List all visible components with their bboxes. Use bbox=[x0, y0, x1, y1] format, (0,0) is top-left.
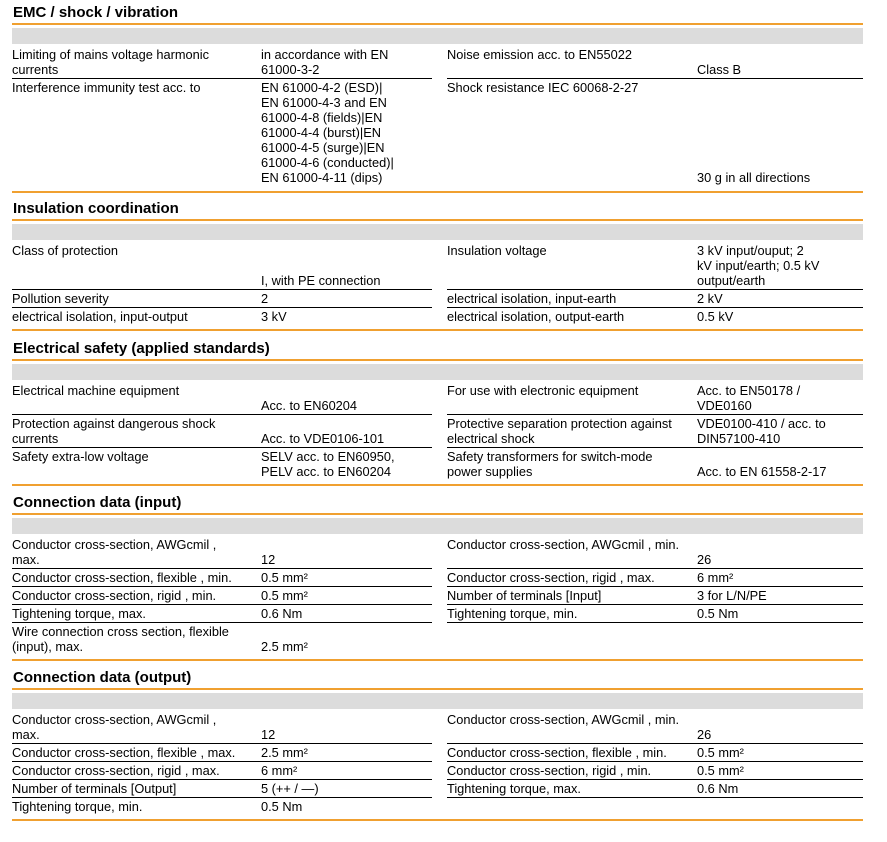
row-rule bbox=[447, 414, 863, 415]
section-rows bbox=[12, 44, 863, 189]
left-label: Tightening torque, max. bbox=[12, 606, 146, 621]
right-value: Acc. to EN50178 / VDE0160 bbox=[697, 383, 801, 413]
table-row bbox=[12, 309, 863, 327]
right-label: For use with electronic equipment bbox=[447, 383, 639, 398]
right-value: VDE0100-410 / acc. to DIN57100-410 bbox=[697, 416, 826, 446]
right-value: 6 mm² bbox=[697, 570, 734, 585]
left-label: Tightening torque, min. bbox=[12, 799, 143, 814]
table-row bbox=[12, 588, 863, 606]
right-value: 0.6 Nm bbox=[697, 781, 739, 796]
left-value: Acc. to EN60204 bbox=[261, 398, 358, 413]
left-label: Number of terminals [Output] bbox=[12, 781, 177, 796]
row-rule bbox=[447, 447, 863, 448]
right-label: Number of terminals [Input] bbox=[447, 588, 602, 603]
right-value: 26 bbox=[697, 552, 712, 567]
row-rule bbox=[12, 414, 432, 415]
section-1 bbox=[12, 4, 863, 189]
left-label: Interference immunity test acc. to bbox=[12, 80, 201, 95]
left-value: 2.5 mm² bbox=[261, 745, 308, 760]
row-rule bbox=[12, 447, 432, 448]
section-header bbox=[12, 4, 863, 24]
section-rows bbox=[12, 709, 863, 817]
row-rule bbox=[447, 779, 863, 780]
row-rule bbox=[12, 761, 432, 762]
right-value: 0.5 mm² bbox=[697, 745, 744, 760]
row-rule bbox=[447, 568, 863, 569]
row-rule bbox=[447, 743, 863, 744]
row-rule bbox=[447, 604, 863, 605]
left-label: electrical isolation, input-output bbox=[12, 309, 188, 324]
section-rows bbox=[12, 380, 863, 482]
left-value: 3 kV bbox=[261, 309, 287, 324]
row-rule bbox=[12, 307, 432, 308]
row-rule bbox=[12, 586, 432, 587]
section-rows bbox=[12, 534, 863, 657]
row-rule bbox=[12, 78, 432, 79]
right-label: Conductor cross-section, AWGcmil , min. bbox=[447, 712, 680, 727]
left-label: Conductor cross-section, flexible , min. bbox=[12, 570, 232, 585]
left-label: Conductor cross-section, flexible , max. bbox=[12, 745, 236, 760]
row-rule bbox=[447, 761, 863, 762]
section-title: Electrical safety (applied standards) bbox=[13, 340, 270, 357]
row-rule bbox=[12, 568, 432, 569]
section-bottom-rule bbox=[12, 819, 863, 821]
right-label: Tightening torque, max. bbox=[447, 781, 581, 796]
table-row bbox=[12, 537, 863, 570]
right-label: Safety transformers for switch-mode power supplies bbox=[447, 449, 653, 479]
row-rule bbox=[12, 622, 432, 623]
left-value: EN 61000-4-2 (ESD)| EN 61000-4-3 and EN 61000-4-8 (fields)|EN 61000-4-4 (burst)|EN 61000-4-5 (surge)|EN 61000-4-6 (conducted)| EN 61000-4-11 (dips) bbox=[261, 80, 394, 185]
left-value: 5 (++ / —) bbox=[261, 781, 319, 796]
section-bottom-rule bbox=[12, 329, 863, 331]
row-rule bbox=[447, 289, 863, 290]
section-2 bbox=[12, 200, 863, 327]
left-label: Conductor cross-section, AWGcmil , max. bbox=[12, 712, 217, 742]
table-row bbox=[12, 416, 863, 449]
section-divider bbox=[12, 23, 863, 25]
section-rows bbox=[12, 240, 863, 327]
right-value: Class B bbox=[697, 62, 742, 77]
table-row bbox=[12, 745, 863, 763]
section-divider bbox=[12, 513, 863, 515]
right-value: 0.5 Nm bbox=[697, 606, 739, 621]
left-label: Pollution severity bbox=[12, 291, 109, 306]
right-value: 2 kV bbox=[697, 291, 723, 306]
section-title: Insulation coordination bbox=[13, 200, 179, 217]
right-label: Protective separation protection against electrical shock bbox=[447, 416, 672, 446]
right-label: Tightening torque, min. bbox=[447, 606, 578, 621]
section-band bbox=[12, 28, 863, 44]
table-row bbox=[12, 80, 863, 189]
left-label: Safety extra-low voltage bbox=[12, 449, 149, 464]
row-rule bbox=[447, 622, 863, 623]
section-divider bbox=[12, 688, 863, 690]
table-row bbox=[12, 763, 863, 781]
table-row bbox=[12, 606, 863, 624]
left-label: Conductor cross-section, rigid , max. bbox=[12, 763, 220, 778]
left-value: in accordance with EN 61000-3-2 bbox=[261, 47, 389, 77]
table-row bbox=[12, 291, 863, 309]
table-row bbox=[12, 799, 863, 817]
row-rule bbox=[447, 78, 863, 79]
right-label: Noise emission acc. to EN55022 bbox=[447, 47, 632, 62]
row-rule bbox=[447, 797, 863, 798]
table-row bbox=[12, 47, 863, 80]
table-row bbox=[12, 712, 863, 745]
row-rule bbox=[447, 307, 863, 308]
right-label: electrical isolation, output-earth bbox=[447, 309, 625, 324]
left-value: 0.5 mm² bbox=[261, 570, 308, 585]
table-row bbox=[12, 624, 863, 657]
section-band bbox=[12, 693, 863, 709]
left-label: Electrical machine equipment bbox=[12, 383, 180, 398]
right-label: electrical isolation, input-earth bbox=[447, 291, 617, 306]
left-value: 0.5 mm² bbox=[261, 588, 308, 603]
section-3 bbox=[12, 340, 863, 482]
section-divider bbox=[12, 359, 863, 361]
left-label: Protection against dangerous shock currents bbox=[12, 416, 216, 446]
section-band bbox=[12, 364, 863, 380]
right-value: 3 for L/N/PE bbox=[697, 588, 767, 603]
section-title: Connection data (input) bbox=[13, 494, 182, 511]
left-label: Wire connection cross section, flexible (input), max. bbox=[12, 624, 229, 654]
right-label: Conductor cross-section, flexible , min. bbox=[447, 745, 667, 760]
right-label: Conductor cross-section, rigid , min. bbox=[447, 763, 652, 778]
section-header bbox=[12, 340, 863, 360]
section-4 bbox=[12, 494, 863, 657]
section-header bbox=[12, 200, 863, 220]
row-rule bbox=[12, 797, 432, 798]
row-rule bbox=[12, 743, 432, 744]
right-label: Conductor cross-section, AWGcmil , min. bbox=[447, 537, 680, 552]
left-value: 12 bbox=[261, 552, 276, 567]
left-label: Conductor cross-section, AWGcmil , max. bbox=[12, 537, 217, 567]
left-value: 0.5 Nm bbox=[261, 799, 303, 814]
row-rule bbox=[447, 586, 863, 587]
section-band bbox=[12, 518, 863, 534]
right-value: 0.5 kV bbox=[697, 309, 734, 324]
left-value: 6 mm² bbox=[261, 763, 298, 778]
right-label: Conductor cross-section, rigid , max. bbox=[447, 570, 655, 585]
section-title: EMC / shock / vibration bbox=[13, 4, 179, 21]
right-value: 26 bbox=[697, 727, 712, 742]
left-value: 2.5 mm² bbox=[261, 639, 308, 654]
left-value: SELV acc. to EN60950, PELV acc. to EN60204 bbox=[261, 449, 395, 479]
left-label: Class of protection bbox=[12, 243, 118, 258]
right-value: 30 g in all directions bbox=[697, 170, 811, 185]
section-bottom-rule bbox=[12, 659, 863, 661]
table-row bbox=[12, 449, 863, 482]
section-divider bbox=[12, 219, 863, 221]
section-5 bbox=[12, 669, 863, 817]
right-value: 0.5 mm² bbox=[697, 763, 744, 778]
section-bottom-rule bbox=[12, 191, 863, 193]
table-row bbox=[12, 243, 863, 291]
section-header bbox=[12, 669, 863, 689]
row-rule bbox=[12, 604, 432, 605]
row-rule bbox=[12, 779, 432, 780]
table-row bbox=[12, 383, 863, 416]
section-band bbox=[12, 224, 863, 240]
left-value: 12 bbox=[261, 727, 276, 742]
left-value: Acc. to VDE0106-101 bbox=[261, 431, 385, 446]
section-title: Connection data (output) bbox=[13, 669, 192, 686]
right-value: Acc. to EN 61558-2-17 bbox=[697, 464, 827, 479]
left-value: 2 bbox=[261, 291, 269, 306]
row-rule bbox=[12, 289, 432, 290]
left-value: I, with PE connection bbox=[261, 273, 381, 288]
left-label: Limiting of mains voltage harmonic currents bbox=[12, 47, 210, 77]
right-value: 3 kV input/ouput; 2 kV input/earth; 0.5 kV output/earth bbox=[697, 243, 820, 288]
left-value: 0.6 Nm bbox=[261, 606, 303, 621]
right-label: Insulation voltage bbox=[447, 243, 547, 258]
right-label: Shock resistance IEC 60068-2-27 bbox=[447, 80, 639, 95]
section-header bbox=[12, 494, 863, 514]
section-bottom-rule bbox=[12, 484, 863, 486]
left-label: Conductor cross-section, rigid , min. bbox=[12, 588, 217, 603]
table-row bbox=[12, 781, 863, 799]
table-row bbox=[12, 570, 863, 588]
